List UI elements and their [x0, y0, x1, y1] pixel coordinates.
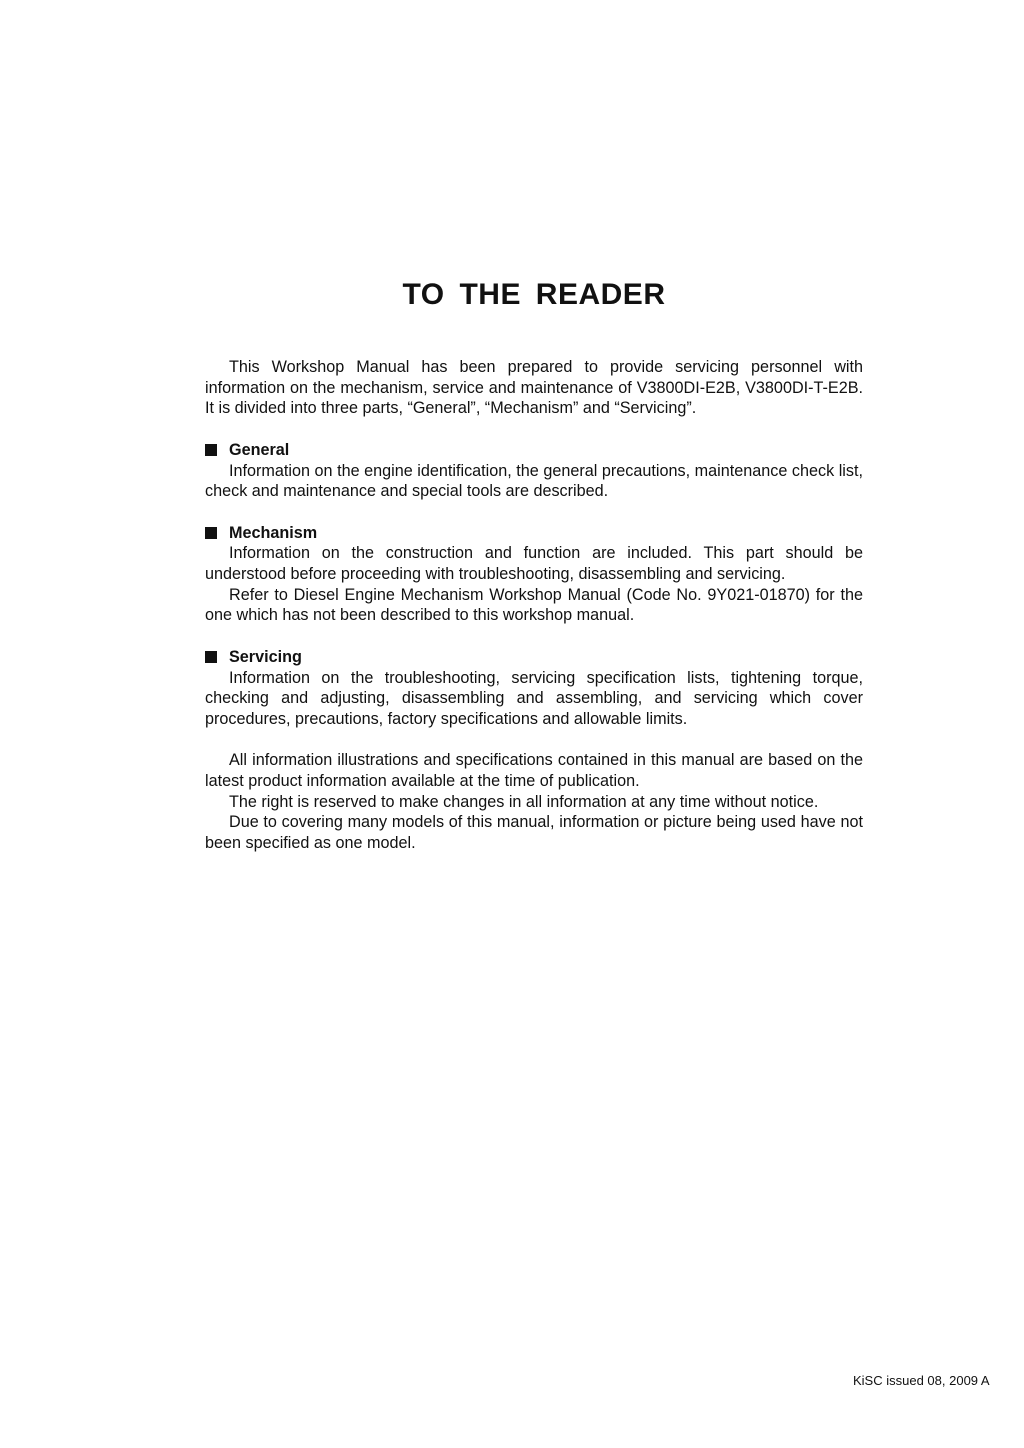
issue-footer: KiSC issued 08, 2009 A [853, 1373, 990, 1388]
section-servicing [205, 647, 863, 730]
square-bullet-icon [205, 527, 217, 539]
intro-paragraph: This Workshop Manual has been prepared to provide servicing personnel with information on the mechanism, service and maintenance of V3800DI-E2B, V3800DI-T-E2B. It is divided into three parts, “General”, “Mechanism” and “Servicing”. [205, 358, 863, 418]
page-title: TO THE READER [402, 278, 666, 311]
closing-paragraph: All information illustrations and specifications contained in this manual are based on the latest product information available at the time of publication. [205, 751, 863, 790]
section-heading [205, 647, 863, 668]
section-paragraph: Information on the troubleshooting, servicing specification lists, tightening torque, checking and adjusting, disassembling and assembling, and servicing which cover procedures, precautions, factory specifications and allowable limits. [205, 668, 863, 728]
closing-notes [205, 750, 863, 854]
closing-paragraph: The right is reserved to make changes in all information at any time without notice. [229, 792, 819, 811]
section-mechanism [205, 523, 863, 627]
section-paragraph: Information on the construction and function are included. This part should be understood before proceeding with troubleshooting, disassembling and servicing. [205, 544, 863, 583]
section-heading-label: General [229, 440, 290, 459]
section-paragraph: Information on the engine identification, the general precautions, maintenance check list, check and maintenance and special tools are described. [205, 461, 863, 501]
section-heading-label: Mechanism [229, 523, 318, 542]
square-bullet-icon [205, 651, 217, 663]
square-bullet-icon [205, 444, 217, 456]
section-general [205, 440, 863, 502]
section-heading [205, 523, 863, 544]
section-paragraph: Refer to Diesel Engine Mechanism Workshop Manual (Code No. 9Y021-01870) for the one which has not been described to this workshop manual. [205, 585, 863, 625]
section-heading-label: Servicing [229, 647, 302, 666]
closing-paragraph: Due to covering many models of this manual, information or picture being used have not been specified as one model. [205, 813, 863, 853]
document-body [205, 357, 863, 854]
section-heading [205, 440, 863, 461]
